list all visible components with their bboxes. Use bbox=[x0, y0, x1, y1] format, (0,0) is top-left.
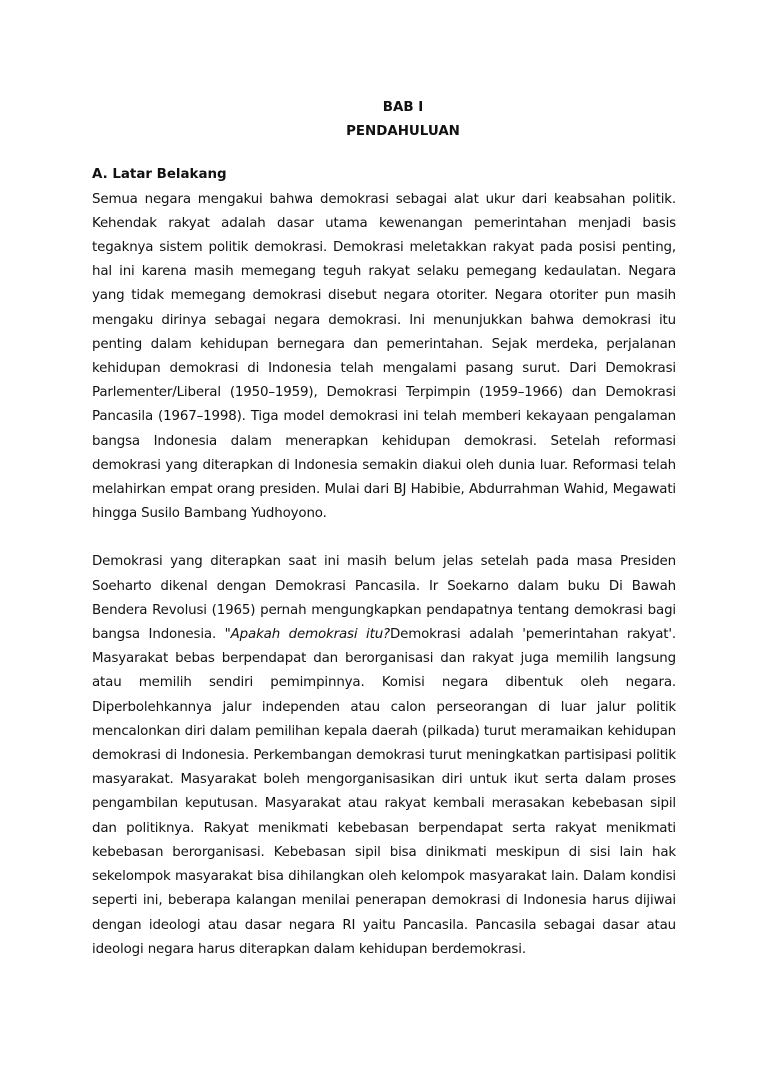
section-heading: A. Latar Belakang bbox=[92, 167, 227, 183]
paragraph-2 bbox=[92, 550, 676, 961]
italic-quote: "Apakah demokrasi itu? bbox=[224, 627, 390, 643]
paragraph-1: Semua negara mengakui bahwa demokrasi sebagai alat ukur dari keabsahan politik. Kehendak rakyat adalah dasar utama kewenangan pemerintahan menjadi basis tegaknya sistem politik demokrasi. Demokrasi meletakkan rakyat pada posisi penting, hal ini karena masih memegang teguh rakyat selaku pemegang kedaulatan. Negara yang tidak memegang demokrasi disebut negara otoriter. Negara otoriter pun masih mengaku dirinya sebagai negara demokrasi. Ini menunjukkan bahwa demokrasi itu penting dalam kehidupan bernegara dan pemerintahan. Sejak merdeka, perjalanan kehidupan demokrasi di Indonesia telah mengalami pasang surut. Dari Demokrasi Parlementer/Liberal (1950–1959), Demokrasi Terpimpin (1959–1966) dan Demokrasi Pancasila (1967–1998). Tiga model demokrasi ini telah memberi kekayaan pengalaman bangsa Indonesia dalam menerapkan kehidupan demokrasi. Setelah reformasi demokrasi yang diterapkan di Indonesia semakin diakui oleh dunia luar. Reformasi telah melahirkan empat orang presiden. Mulai dari BJ Habibie, Abdurrahman Wahid, Megawati hingga Susilo Bambang Yudhoyono. bbox=[92, 191, 676, 522]
chapter-title: PENDAHULUAN bbox=[346, 124, 460, 140]
paragraph-2-body: Demokrasi adalah 'pemerintahan rakyat'. Masyarakat bebas berpendapat dan berorganisasi dan rakyat juga memilih langsung atau memilih sendiri pemimpinnya. Komisi negara dibentuk oleh negara. Diperbolehkannya jalur independen atau calon perseorangan di luar jalur politik mencalonkan diri dalam pemilihan kepala daerah (pilkada) turut meramaikan kehidupan demokrasi di Indonesia. Perkembangan demokrasi turut meningkatkan partisipasi politik masyarakat. Masyarakat boleh mengorganisasikan diri untuk ikut serta dalam proses pengambilan keputusan. Masyarakat atau rakyat kembali merasakan kebebasan sipil dan politiknya. Rakyat menikmati kebebasan berpendapat serta rakyat menikmati kebebasan berorganisasi. Kebebasan sipil bisa dinikmati meskipun di sisi lain hak sekelompok masyarakat bisa dihilangkan oleh kelompok masyarakat lain. Dalam kondisi seperti ini, beberapa kalangan menilai penerapan demokrasi di Indonesia harus dijiwai dengan ideologi atau dasar negara RI yaitu Pancasila. Pancasila sebagai dasar atau ideologi negara harus diterapkan dalam kehidupan berdemokrasi. bbox=[92, 627, 676, 957]
chapter-number: BAB I bbox=[382, 100, 424, 115]
document-page bbox=[92, 96, 676, 962]
paragraph-2-intro: Demokrasi yang diterapkan saat ini masih belum jelas setelah pada masa Presiden Soeharto dikenal dengan Demokrasi Pancasila. Ir Soekarno dalam buku Di Bawah Bendera Revolusi (1965) pernah mengungkapkan pendapatnya tentang demokrasi bagi bangsa Indonesia. bbox=[92, 554, 676, 643]
